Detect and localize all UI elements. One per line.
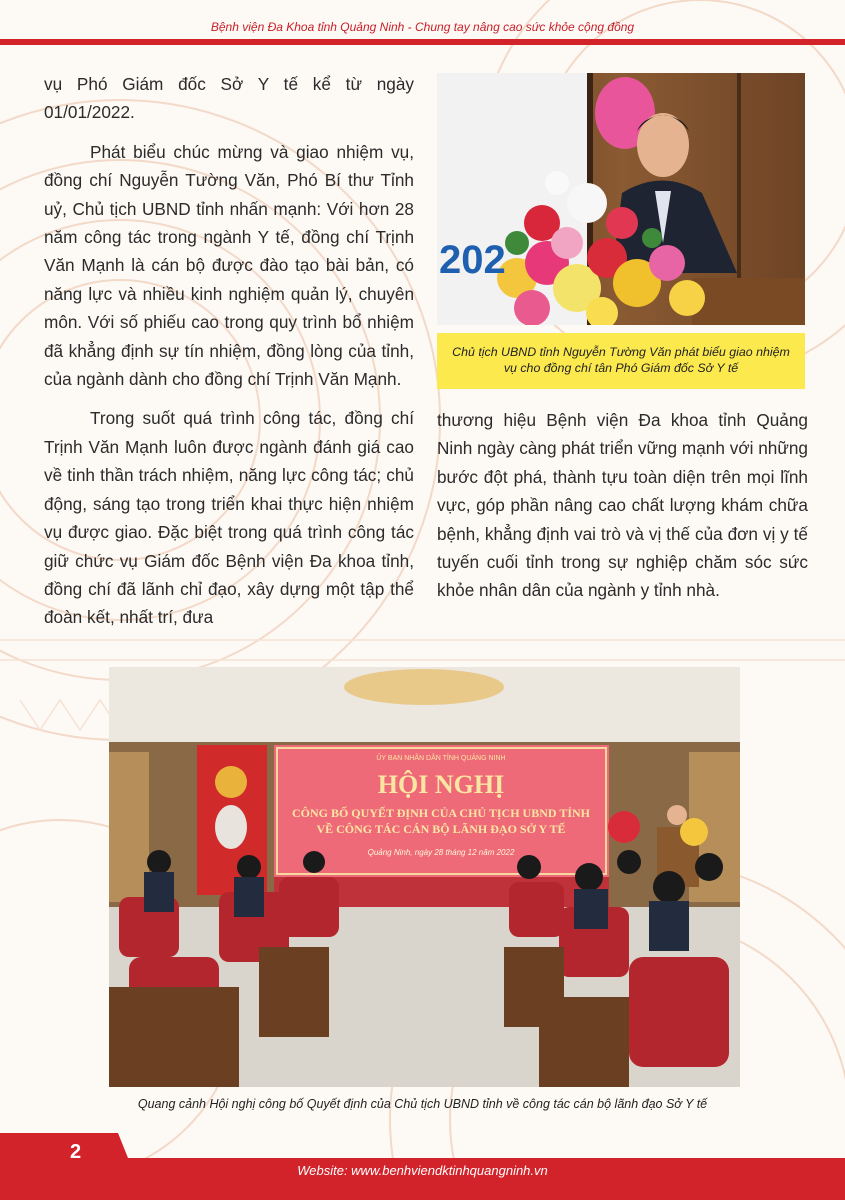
conference-photo-caption: Quang cảnh Hội nghị công bố Quyết định của Chủ tịch UBND tỉnh về công tác cán bộ lãnh đạo Sở Y tế xyxy=(137,1097,708,1111)
paragraph: Trong suốt quá trình công tác, đồng chí Trịnh Văn Mạnh luôn được ngành đánh giá cao về tinh thần trách nhiệm, năng lực công tác; chủ động, sáng tạo trong triển khai thực hiện nhiệm vụ được giao. Đặc biệt trong quá trình công tác giữ chức vụ Giám đốc Bệnh viện Đa khoa tỉnh, đồng chí đã lãnh chỉ đạo, xây dựng một tập thể đoàn kết, nhất trí, đưa xyxy=(44,408,414,628)
page-number: 2 xyxy=(70,1141,82,1163)
banner-line-2: VỀ CÔNG TÁC CÁN BỘ LÃNH ĐẠO SỞ Y TẾ xyxy=(316,822,566,836)
header-tagline: Bệnh viện Đa Khoa tỉnh Quảng Ninh - Chung tay nâng cao sức khỏe cộng đồng xyxy=(210,20,635,34)
banner-year-text: 202 xyxy=(439,238,506,282)
speaker-photo-caption: Chủ tịch UBND tỉnh Nguyễn Tường Văn phát biểu giao nhiệm vụ cho đồng chí tân Phó Giám đốc Sở Y tế xyxy=(437,333,805,389)
left-text-column xyxy=(44,70,414,632)
banner-top-text: ỦY BAN NHÂN DÂN TỈNH QUẢNG NINH xyxy=(376,755,506,762)
conference-hall-photo xyxy=(109,667,740,1087)
page-number-tab xyxy=(0,1133,130,1163)
banner-title: HỘI NGHỊ xyxy=(377,770,505,799)
header-rule xyxy=(0,39,845,45)
speaker-photo xyxy=(437,73,805,325)
paragraph: Phát biểu chúc mừng và giao nhiệm vụ, đồng chí Nguyễn Tường Văn, Phó Bí thư Tỉnh uỷ, Chủ tịch UBND tỉnh nhấn mạnh: Với hơn 28 năm công tác trong ngành Y tế, đồng chí Trịnh Văn Mạnh là cán bộ được đào tạo bài bản, có năng lực và nhiều kinh nghiệm quản lý, chuyên môn. Với số phiếu cao trong quy trình bổ nhiệm đã khẳng định sự tín nhiệm, đồng lòng của tỉnh, của ngành dành cho đồng chí Trịnh Văn Mạnh. xyxy=(44,141,414,390)
banner-line-1: CÔNG BỐ QUYẾT ĐỊNH CỦA CHỦ TỊCH UBND TỈNH xyxy=(291,806,591,820)
paragraph: thương hiệu Bệnh viện Đa khoa tỉnh Quảng Ninh ngày càng phát triển vững mạnh với những bước đột phá, thành tựu toàn diện trên mọi lĩnh vực, góp phần nâng cao chất lượng khám chữa bệnh, khẳng định vai trò và vị thế của đơn vị y tế tuyến cuối tỉnh trong sự nghiệp chăm sóc sức khỏe nhân dân của ngành y tỉnh nhà. xyxy=(437,410,808,601)
website-text: Website: www.benhviendktinhquangninh.vn xyxy=(297,1163,548,1178)
right-text-column xyxy=(437,406,808,605)
banner-date: Quảng Ninh, ngày 28 tháng 12 năm 2022 xyxy=(367,848,515,857)
paragraph: vụ Phó Giám đốc Sở Y tế kể từ ngày 01/01/2022. xyxy=(44,74,414,123)
